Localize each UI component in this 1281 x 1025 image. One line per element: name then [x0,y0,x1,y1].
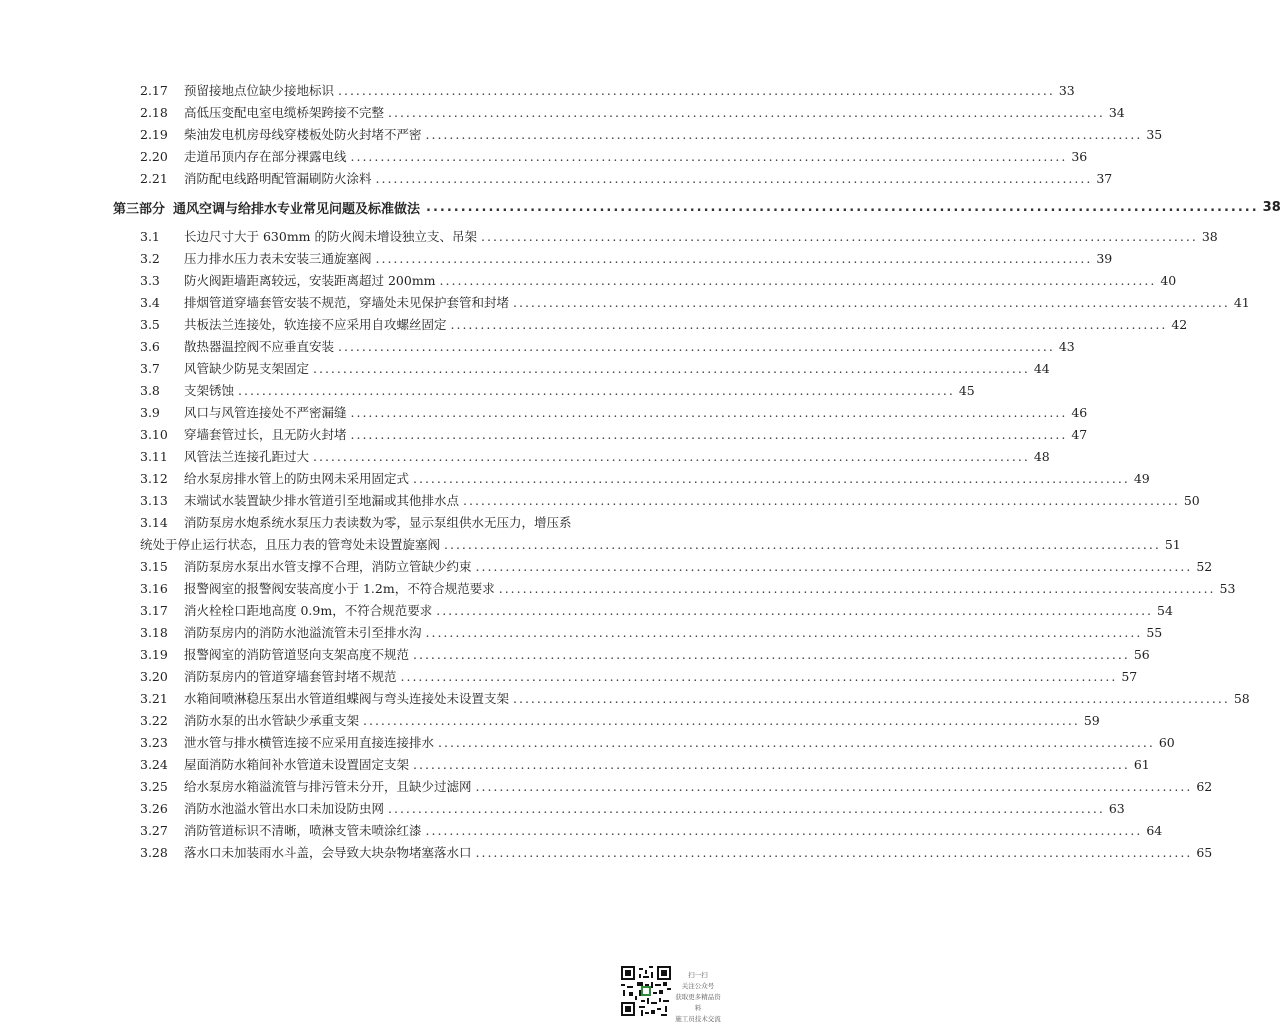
toc-entry-number: 3.24 [140,756,168,772]
toc-page-number: 53 [1219,580,1236,596]
toc-page-number: 62 [1196,778,1213,794]
toc-entry [140,336,1075,356]
toc-entry-title: 预留接地点位缺少接地标识 [184,83,335,98]
toc-entry-title: 末端试水装置缺少排水管道引至地漏或其他排水点 [184,493,460,508]
toc-entry-title: 消防水池溢水管出水口未加设防虫网 [184,801,385,816]
toc-leader-dots: ........................................................................................................................ [463,492,1180,508]
toc-page-number: 35 [1146,126,1163,142]
toc-entry-title: 共板法兰连接处，软连接不应采用自攻螺丝固定 [184,317,447,332]
toc-entry [140,776,1213,796]
toc-entry [140,842,1213,862]
toc-page-number: 61 [1133,756,1150,772]
toc-entry [140,578,1236,598]
toc-leader-dots: ........................................................................................................................ [350,426,1068,442]
toc-leader-dots: ........................................................................................................................ [481,228,1198,244]
toc-entry-number: 3.13 [140,492,168,508]
toc-page-number: 43 [1058,338,1075,354]
toc-entry-title: 消防泵房内的消防水池溢流管未引至排水沟 [184,625,422,640]
toc-entry-number: 3.14 [140,514,168,530]
toc-entry-title: 给水泵房排水管上的防虫网未采用固定式 [184,471,410,486]
toc-entry [140,424,1088,444]
toc-page-number: 40 [1160,272,1177,288]
toc-entry-number: 3.11 [140,448,168,464]
toc-leader-dots: ........................................................................................................................ [413,646,1130,662]
toc-entry [140,468,1150,488]
toc-page-number: 52 [1196,558,1213,574]
toc-leader-dots: ........................................................................................................................ [436,602,1154,618]
toc-leader-dots: ........................................................................................................................ [338,338,1055,354]
toc-entry-number: 3.10 [140,426,168,442]
toc-entry-title: 高低压变配电室电缆桥架跨接不完整 [184,105,385,120]
toc-entry-number: 3.5 [140,316,160,332]
toc-entry-number: 3.21 [140,690,168,706]
toc-leader-dots: ........................................................................................................................ [513,690,1230,706]
toc-entry [140,446,1050,466]
toc-entry-number: 2.21 [140,170,168,186]
qr-caption [673,970,723,1025]
toc-entry [140,380,975,400]
toc-page-number: 59 [1083,712,1100,728]
toc-entry-title: 排烟管道穿墙套管安装不规范，穿墙处未见保护套管和封堵 [184,295,510,310]
toc-entry [140,124,1163,144]
toc-entry [140,402,1088,422]
toc-entry-number: 3.9 [140,404,160,420]
toc-page-number: 33 [1058,82,1075,98]
qr-code [621,966,671,1016]
toc-entry-title: 报警阀室的报警阀安装高度小于 1.2m，不符合规范要求 [184,581,495,596]
toc-page-number: 49 [1133,470,1150,486]
toc-page-number: 57 [1121,668,1138,684]
toc-leader-dots: ........................................................................................................................ [375,170,1093,186]
toc-entry-number: 3.8 [140,382,160,398]
toc-page-number: 64 [1146,822,1163,838]
toc-entry [140,644,1150,664]
toc-entry [140,710,1100,730]
toc-entry-number: 3.15 [140,558,168,574]
toc-entry-number: 2.18 [140,104,168,120]
toc-entry [140,358,1050,378]
toc-section-heading [113,197,1281,217]
toc-entry-number: 3.18 [140,624,168,640]
toc-entry-title: 水箱间喷淋稳压泵出水管道组蝶阀与弯头连接处未设置支架 [184,691,510,706]
toc-entry [140,688,1250,708]
toc-entry-title: 给水泵房水箱溢流管与排污管未分开，且缺少过滤网 [184,779,472,794]
toc-page-number: 42 [1171,316,1188,332]
toc-leader-dots: ........................................................................................................................ [413,756,1130,772]
toc-entry-number: 2.20 [140,148,168,164]
toc-entry-title: 走道吊顶内存在部分裸露电线 [184,149,347,164]
toc-entry-title: 屋面消防水箱间补水管道未设置固定支架 [184,757,410,772]
toc-entry-title: 柴油发电机房母线穿楼板处防火封堵不严密 [184,127,422,142]
toc-page-number: 48 [1033,448,1050,464]
qr-caption-line: 扫一扫 [688,971,708,979]
toc-entry-title: 消防泵房水炮系统水泵压力表读数为零，显示泵组供水无压力，增压系 [184,515,572,530]
toc-entry-number: 3.23 [140,734,168,750]
toc-leader-dots: ........................................................................................................................ [413,470,1130,486]
toc-leader-dots: ........................................................................................................................ [375,250,1093,266]
toc-entry-title: 统处于停止运行状态，且压力表的管弯处未设置旋塞阀 [140,537,441,552]
toc-entry-title: 落水口未加装雨水斗盖，会导致大块杂物堵塞落水口 [184,845,472,860]
toc-entry [140,732,1175,752]
toc-page-number: 46 [1071,404,1088,420]
toc-leader-dots: ........................................................................................................................ [498,580,1216,596]
toc-entry-number: 3.7 [140,360,160,376]
toc-entry-title: 防火阀距墙距离较远，安装距离超过 200mm [184,273,436,288]
toc-page-number: 50 [1183,492,1200,508]
toc-entry [140,226,1218,246]
toc-entry-title: 风口与风管连接处不严密漏缝 [184,405,347,420]
toc-page-number: 65 [1196,844,1213,860]
toc-entry-number: 3.22 [140,712,168,728]
toc-entry-number: 3.16 [140,580,168,596]
toc-entry-number: 第三部分 [113,201,166,217]
toc-entry-title: 压力排水压力表未安装三通旋塞阀 [184,251,372,266]
toc-entry [140,270,1177,290]
toc-entry [140,754,1150,774]
toc-leader-dots: ........................................................................................................................ [450,316,1168,332]
qr-caption-line: 获取更多精品资料 [675,993,721,1012]
toc-leader-dots: ........................................................................................................................ [475,844,1193,860]
toc-leader-dots: ........................................................................................................................ [338,82,1055,98]
toc-leader-dots: ........................................................................................................................ [388,104,1105,120]
toc-page-number: 51 [1164,536,1181,552]
toc-entry-title: 穿墙套管过长，且无防火封堵 [184,427,347,442]
toc-leader-dots: ........................................................................................................................ [475,778,1193,794]
toc-entry-title: 消防配电线路明配管漏刷防火涂料 [184,171,372,186]
toc-leader-dots: ........................................................................................................................ [313,448,1030,464]
toc-leader-dots: ........................................................................................................................ [438,734,1155,750]
toc-leader-dots: ........................................................................................................................ [400,668,1118,684]
toc-entry [140,556,1213,576]
toc-entry-number: 3.4 [140,294,160,310]
toc-leader-dots: ........................................................................................................................ [475,558,1193,574]
toc-page-number: 37 [1096,170,1113,186]
toc-leader-dots: ........................................................................................................................ [313,360,1030,376]
toc-entry-number: 3.20 [140,668,168,684]
toc-entry [140,512,616,532]
toc-entry-title: 长边尺寸大于 630mm 的防火阀未增设独立支、吊架 [184,229,478,244]
toc-entry [140,820,1163,840]
qr-caption-line: 关注公众号 [681,982,715,990]
toc-page-number: 39 [1096,250,1113,266]
toc-entry-title: 散热器温控阀不应垂直安装 [184,339,335,354]
toc-entry-number: 3.26 [140,800,168,816]
toc-page-number: 41 [1233,294,1250,310]
toc-entry-title: 报警阀室的消防管道竖向支架高度不规范 [184,647,410,662]
toc-entry [140,168,1113,188]
toc-entry [140,146,1088,166]
toc-leader-dots: ........................................................................................................................ [425,624,1143,640]
toc-page-number: 38 [1201,228,1218,244]
toc-page-number: 34 [1108,104,1125,120]
toc-entry-number: 2.17 [140,82,168,98]
toc-entry-number: 2.19 [140,126,168,142]
toc-entry-title: 风管法兰连接孔距过大 [184,449,310,464]
toc-page-number: 58 [1233,690,1250,706]
toc-page-number: 54 [1157,602,1173,618]
toc-page-number: 36 [1071,148,1088,164]
toc-entry-title: 消火栓栓口距地高度 0.9m，不符合规范要求 [184,603,433,618]
toc-entry [140,600,1173,620]
toc-leader-dots: ........................................................................................................................ [363,712,1080,728]
toc-entry-title: 消防水泵的出水管缺少承重支架 [184,713,360,728]
toc-leader-dots: ........................................................................................................................ [425,822,1143,838]
toc-entry-number: 3.12 [140,470,168,486]
toc-entry-title: 风管缺少防晃支架固定 [184,361,310,376]
toc-entry-number: 3.25 [140,778,168,794]
toc-leader-dots: ........................................................................................................................ [439,272,1157,288]
toc-entry-title: 消防管道标识不清晰，喷淋支管未喷涂红漆 [184,823,422,838]
qr-caption-line: 施工员技术交流 [675,1015,721,1023]
toc-page-number: 55 [1146,624,1163,640]
toc-page-number: 47 [1071,426,1088,442]
toc-entry-number: 3.3 [140,272,160,288]
toc-page-number: 44 [1033,360,1050,376]
toc-leader-dots: ........................................................................................................................ [350,148,1068,164]
toc-entry [140,102,1125,122]
toc-page-number: 60 [1158,734,1175,750]
toc-entry [140,314,1188,334]
toc-entry [140,292,1250,312]
toc-page-number: 45 [958,382,975,398]
toc-leader-dots: ........................................................................................................................ [426,199,1259,215]
toc-entry-title: 消防泵房内的管道穿墙套管封堵不规范 [184,669,397,684]
toc-entry [140,622,1163,642]
toc-entry [140,666,1138,686]
toc-entry [140,534,1181,554]
toc-leader-dots: ........................................................................................................................ [444,536,1161,552]
toc-leader-dots: ........................................................................................................................ [513,294,1230,310]
toc-entry-number: 3.27 [140,822,168,838]
toc-entry-title: 消防泵房水泵出水管支撑不合理，消防立管缺少约束 [184,559,472,574]
toc-leader-dots: ........................................................................................................................ [425,126,1143,142]
toc-entry-number: 3.2 [140,250,160,266]
toc-entry-number: 3.28 [140,844,168,860]
toc-leader-dots: ........................................................................................................................ [388,800,1105,816]
toc-page-number: 38 [1262,199,1281,215]
toc-entry [140,80,1075,100]
toc-entry [140,798,1125,818]
toc-entry [140,248,1113,268]
toc-entry-title: 支架锈蚀 [184,383,235,398]
toc-page-number: 56 [1133,646,1150,662]
toc-entry [140,490,1200,510]
toc-page-number: 63 [1108,800,1125,816]
toc-entry-title: 通风空调与给排水专业常见问题及标准做法 [173,201,421,217]
toc-entry-title: 泄水管与排水横管连接不应采用直接连接排水 [184,735,435,750]
toc-leader-dots: ........................................................................................................................ [238,382,955,398]
toc-entry-number: 3.6 [140,338,160,354]
toc-entry-number: 3.17 [140,602,168,618]
toc-entry-number: 3.19 [140,646,168,662]
toc-leader-dots: ........................................................................................................................ [350,404,1068,420]
toc-entry-number: 3.1 [140,228,160,244]
